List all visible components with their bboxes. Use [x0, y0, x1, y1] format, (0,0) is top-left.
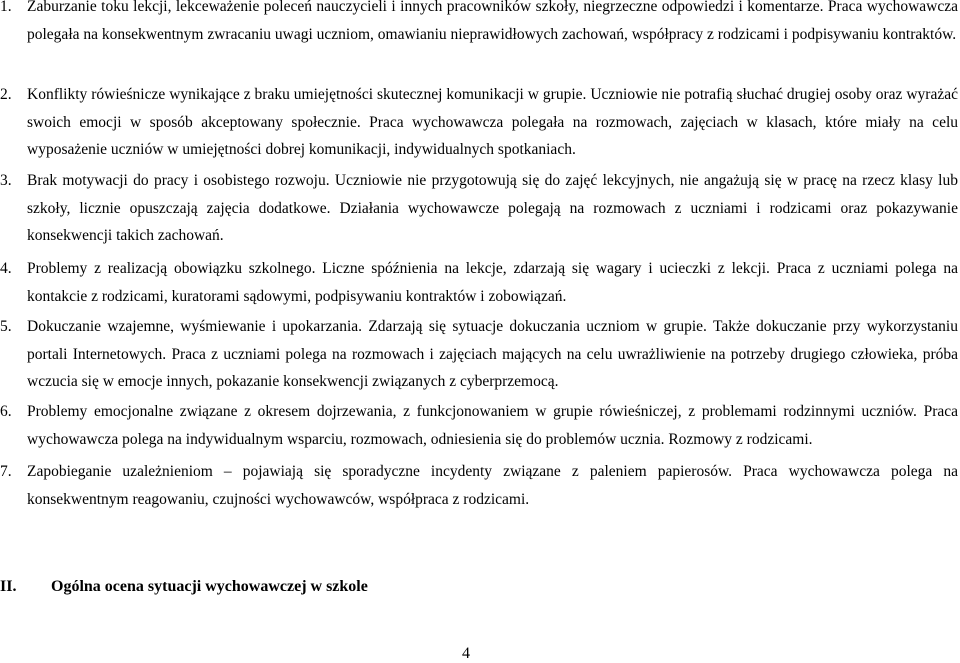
list-item-text: Konflikty rówieśnicze wynikające z braku umiejętności skutecznej komunikacji w grupie. Uczniowie nie potrafią słuchać drugiej osoby oraz wyrażać swoich emocji w sposób akceptowany społecznie. Praca wychowawcza polegała na rozmowach, zajęciach w klasach, które miały na celu wyposażenie uczniów w umiejętności dobrej komunikacji, indywidualnych spotkaniach.	[27, 86, 958, 158]
list-item-number: 3.	[0, 172, 12, 189]
list-item-number: 4.	[0, 260, 12, 277]
list-item-number: 1.	[0, 0, 12, 15]
list-item-number: 6.	[0, 403, 12, 420]
list-item-text: Brak motywacji do pracy i osobistego rozwoju. Uczniowie nie przygotowują się do zajęć lekcyjnych, nie angażują się w pracę na rzecz klasy lub szkoły, licznie opuszczają zajęcia dodatkowe. Działania wychowawcze polegają na rozmowach z uczniami i rodzicami oraz pokazywanie konsekwencji takich zachowań.	[27, 172, 958, 244]
list-item-7	[0, 458, 960, 513]
list-item-text: Problemy z realizacją obowiązku szkolnego. Liczne spóźnienia na lekcje, zdarzają się wagary i ucieczki z lekcji. Praca z uczniami polega na kontakcie z rodzicami, kuratorami sądowymi, podpisywaniu kontraktów i zobowiązań.	[27, 260, 958, 305]
section-number: II.	[0, 578, 17, 595]
list-item-2	[0, 81, 960, 164]
list-item-6	[0, 398, 960, 453]
list-item-5	[0, 313, 960, 396]
list-item-number: 5.	[0, 318, 12, 335]
section-title: Ogólna ocena sytuacji wychowawczej w szkole	[51, 578, 368, 595]
list-item-number: 2.	[0, 86, 12, 103]
list-item-1	[0, 0, 960, 48]
list-item-number: 7.	[0, 463, 12, 480]
list-item-3	[0, 167, 960, 250]
list-item-text: Dokuczanie wzajemne, wyśmiewanie i upokarzania. Zdarzają się sytuacje dokuczania uczniom w grupie. Także dokuczanie przy wykorzystaniu portali Internetowych. Praca z uczniami polega na rozmowach i zajęciach mających na celu uwrażliwienie na potrzeby drugiego człowieka, próba wczucia się w emocje innych, pokazanie konsekwencji związanych z cyberprzemocą.	[27, 318, 958, 390]
list-item-text: Zaburzanie toku lekcji, lekceważenie poleceń nauczycieli i innych pracowników szkoły, niegrzeczne odpowiedzi i komentarze. Praca wychowawcza polegała na konsekwentnym zwracaniu uwagi uczniom, omawianiu nieprawidłowych zachowań, współpracy z rodzicami i podpisywaniu kontraktów.	[27, 0, 958, 43]
list-item-4	[0, 255, 960, 310]
list-item-text: Zapobieganie uzależnieniom – pojawiają się sporadyczne incydenty związane z paleniem papierosów. Praca wychowawcza polega na konsekwentnym reagowaniu, czujności wychowawców, współpraca z rodzicami.	[27, 463, 958, 508]
list-item-text: Problemy emocjonalne związane z okresem dojrzewania, z funkcjonowaniem w grupie rówieśniczej, z problemami rodzinnymi uczniów. Praca wychowawcza polega na indywidualnym wsparciu, rozmowach, odniesienia się do problemów ucznia. Rozmowy z rodzicami.	[27, 403, 958, 448]
page-number: 4	[462, 645, 470, 662]
